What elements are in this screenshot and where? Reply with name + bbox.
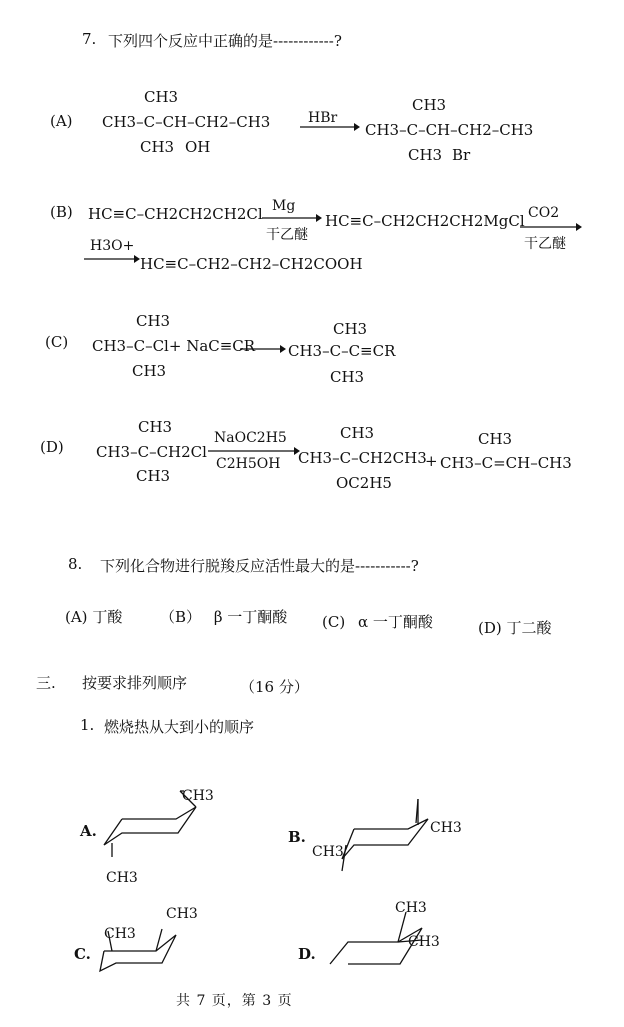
q8-stem: 下列化合物进行脱羧反应活性最大的是-----------?	[100, 557, 419, 575]
section3-number: 三.	[36, 674, 56, 692]
section3-title: 按要求排列顺序	[82, 674, 188, 692]
q7-b-product: HC≡C–CH2–CH2–CH2COOH	[140, 255, 363, 273]
q8-option-d-label: (D)	[478, 619, 502, 637]
q7-d-reactant: CH3–C–CH2Cl	[96, 443, 207, 461]
q7-stem: 下列四个反应中正确的是------------?	[108, 32, 342, 50]
q7-a-reactant-top: CH3	[144, 88, 179, 106]
cyclohexane-b-label: B.	[288, 828, 306, 846]
q7-option-d-label: (D)	[40, 438, 64, 456]
cyclohexane-d-sub1: CH3	[395, 900, 427, 916]
q7-a-product: CH3–C–CH–CH2–CH3	[365, 121, 534, 139]
reaction-arrow	[520, 222, 582, 232]
reaction-arrow	[240, 344, 286, 354]
q7-c-reactant: CH3–C–Cl+ NaC≡CR	[92, 337, 256, 355]
q7-d-product1: CH3–C–CH2CH3	[298, 449, 427, 467]
q7-a-product-br: Br	[452, 146, 471, 164]
q8-number: 8.	[68, 555, 83, 573]
q7-a-product-top: CH3	[412, 96, 447, 114]
reaction-arrow	[262, 213, 322, 223]
q7-c-reactant-bottom: CH3	[132, 362, 167, 380]
q7-d-product1-top: CH3	[340, 424, 375, 442]
q7-b-reactant: HC≡C–CH2CH2CH2Cl	[88, 205, 263, 223]
q7-d-product1-bottom: OC2H5	[336, 474, 392, 492]
q7-a-reagent: HBr	[308, 110, 338, 126]
reaction-arrow	[300, 122, 360, 132]
reaction-arrow	[84, 254, 140, 264]
cyclohexane-a-sub2: CH3	[106, 870, 138, 886]
q7-option-a-label: (A)	[50, 112, 73, 130]
q7-d-plus: +	[425, 452, 438, 470]
cyclohexane-d-label: D.	[298, 945, 316, 963]
q7-number: 7.	[82, 30, 97, 48]
cyclohexane-d-sub2: CH3	[408, 934, 440, 950]
q7-b-intermediate: HC≡C–CH2CH2CH2MgCl	[325, 212, 525, 230]
q7-d-reactant-bottom: CH3	[136, 467, 171, 485]
q7-b-reagent2-bottom: 干乙醚	[524, 236, 566, 252]
q8-option-c-text: α 一丁酮酸	[357, 613, 433, 631]
q7-d-reagent-top: NaOC2H5	[214, 430, 287, 446]
q8-option-c	[322, 611, 433, 632]
q8-option-b	[160, 606, 287, 627]
q7-a-reactant: CH3–C–CH–CH2–CH3	[102, 113, 271, 131]
cyclohexane-c-label: C.	[74, 945, 91, 963]
q7-d-reagent-bottom: C2H5OH	[216, 456, 281, 472]
section3-points: （16 分）	[240, 678, 309, 696]
q7-c-product: CH3–C–C≡CR	[288, 342, 396, 360]
q8-option-a-label: (A)	[65, 608, 88, 626]
cyclohexane-c-sub2: CH3	[166, 906, 198, 922]
cyclohexane-b-sub1: CH3	[430, 820, 462, 836]
q7-b-reagent1-top: Mg	[272, 198, 296, 214]
q7-a-reactant-oh: OH	[185, 138, 211, 156]
q8-option-d	[478, 617, 552, 638]
q8-option-a-text: 丁酸	[92, 608, 123, 626]
q8-option-c-label: (C)	[322, 613, 346, 631]
section3-sub1-number: 1.	[80, 716, 95, 734]
page-footer: 共 7 页，第 3 页	[176, 993, 293, 1009]
q7-d-reactant-top: CH3	[138, 418, 173, 436]
q7-c-reactant-top: CH3	[136, 312, 171, 330]
q7-d-product2: CH3–C=CH–CH3	[440, 454, 572, 472]
q7-a-product-bottom: CH3	[408, 146, 443, 164]
q7-b-reagent1-bottom: 干乙醚	[266, 227, 308, 243]
section3-sub1-text: 燃烧热从大到小的顺序	[104, 718, 255, 736]
q7-c-product-top: CH3	[333, 320, 368, 338]
cyclohexane-a-sub1: CH3	[182, 788, 214, 804]
q7-c-product-bottom: CH3	[330, 368, 365, 386]
cyclohexane-b-sub2: CH3	[312, 844, 344, 860]
q7-b-reagent2-top: CO2	[528, 205, 560, 221]
reaction-arrow	[208, 446, 300, 456]
q7-d-product2-top: CH3	[478, 430, 513, 448]
cyclohexane-c-structure	[96, 905, 216, 985]
q8-option-a	[65, 606, 122, 627]
q8-option-b-text: β 一丁酮酸	[213, 608, 288, 626]
q7-option-c-label: (C)	[45, 333, 69, 351]
q7-option-b-label: (B)	[50, 203, 73, 221]
cyclohexane-c-sub1: CH3	[104, 926, 136, 942]
q8-option-b-label: （B）	[160, 608, 202, 626]
cyclohexane-a-label: A.	[80, 822, 97, 840]
q7-b-reagent3: H3O+	[90, 238, 135, 254]
q8-option-d-text: 丁二酸	[506, 619, 552, 637]
q7-a-reactant-bottom: CH3	[140, 138, 175, 156]
